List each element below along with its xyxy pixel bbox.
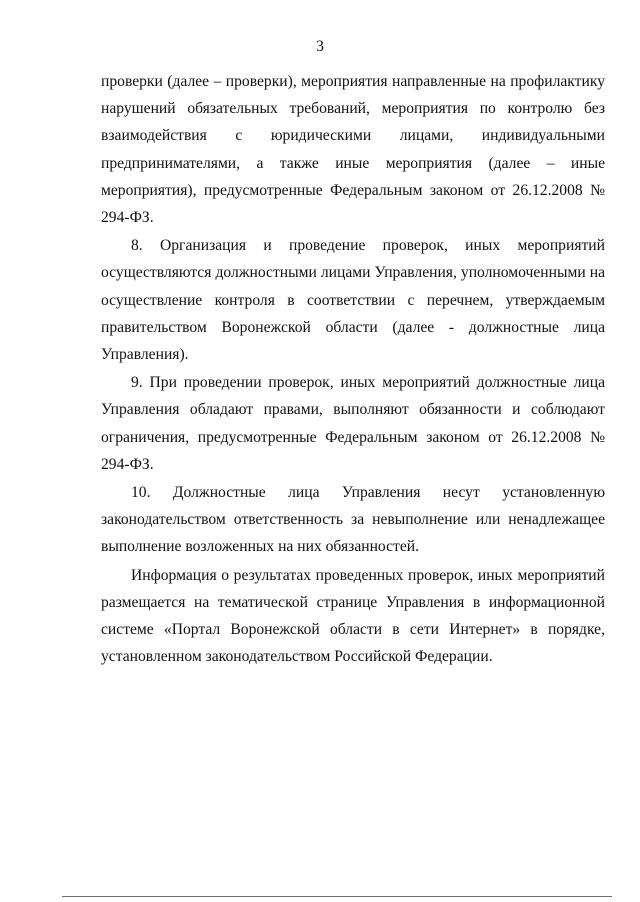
page-number: 3	[316, 38, 324, 55]
page-bottom-divider	[62, 896, 612, 897]
document-body	[101, 68, 605, 670]
paragraph-continuation: проверки (далее – проверки), мероприятия направленные на профилактику нарушений обязательных требований, мероприятия по контролю без взаимодействия с юридическими лицами, индивидуальными предпринимателями, а также иные мероприятия (далее – иные мероприятия), предусмотренные Федеральным законом от 26.12.2008 № 294-ФЗ.	[101, 73, 605, 227]
paragraph-information: Информация о результатах проведенных проверок, иных мероприятий размещается на тематической странице Управления в информационной системе «Портал Воронежской области в сети Интернет» в порядке, установленном законодательством Российской Федерации.	[101, 566, 605, 666]
paragraph-item-9: 9. При проведении проверок, иных мероприятий должностные лица Управления обладают правами, выполняют обязанности и соблюдают ограничения, предусмотренные Федеральным законом от 26.12.2008 № 294-ФЗ.	[101, 374, 605, 473]
paragraph-item-10: 10. Должностные лица Управления несут установленную законодательством ответственность за невыполнение или ненадлежащее выполнение возложенных на них обязанностей.	[101, 484, 605, 556]
paragraph-item-8: 8. Организация и проведение проверок, иных мероприятий осуществляются должностными лицами Управления, уполномоченными на осуществление контроля в соответствии с перечнем, утверждаемым правительством Воронежской области (далее - должностные лица Управления).	[101, 237, 605, 364]
